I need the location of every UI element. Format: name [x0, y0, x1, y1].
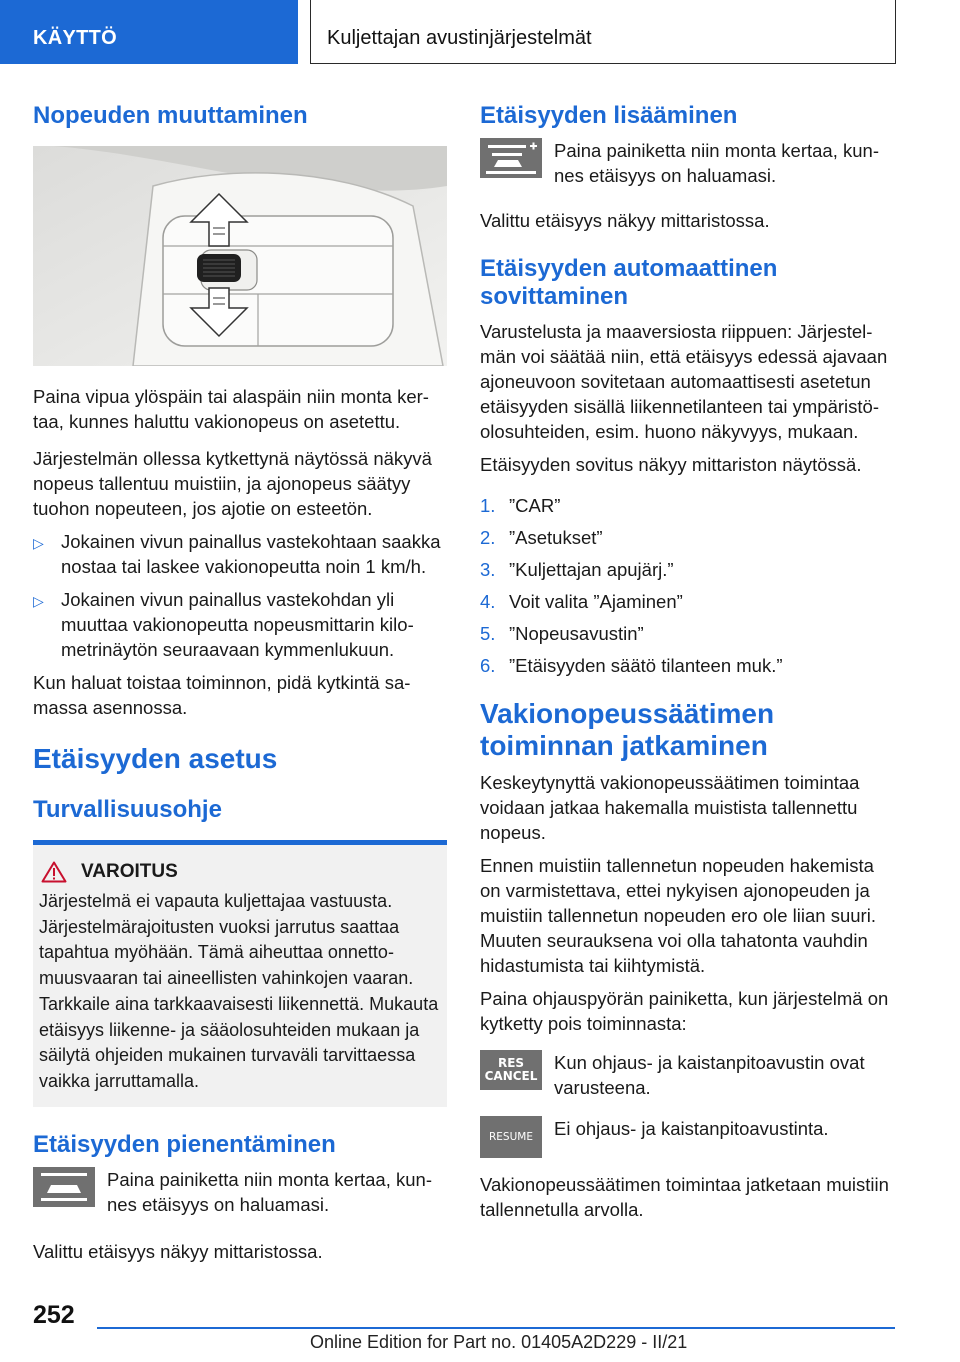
- increase-distance-row: [480, 138, 895, 188]
- paragraph: Paina ohjauspyörän painiketta, kun järjestelmä on kytketty pois toiminnasta:: [480, 988, 889, 1034]
- heading-auto-distance: Etäisyyden automaattinen sovittaminen: [480, 255, 778, 310]
- resume-row: [480, 1116, 895, 1158]
- list-item: [33, 529, 447, 579]
- distance-increase-icon: [480, 138, 542, 178]
- warning-title: VAROITUS: [81, 861, 178, 882]
- resume-text: Ei ohjaus- ja kaistanpitoavustinta.: [554, 1118, 829, 1139]
- edition-text: Online Edition for Part no. 01405A2D229 - II/21: [310, 1332, 688, 1352]
- res-cancel-button-icon: [480, 1050, 542, 1090]
- step-text: ”Kuljettajan apujärj.”: [509, 559, 674, 580]
- steering-wheel-control-image: [33, 146, 447, 366]
- step-text: ”Asetukset”: [509, 527, 603, 548]
- paragraph: Kun haluat toistaa toiminnon, pidä kytkintä samassa asennossa.: [33, 672, 411, 718]
- footer-rule: [97, 1327, 895, 1329]
- page-number: 252: [33, 1301, 75, 1329]
- res-label: RES: [497, 1056, 525, 1070]
- heading-safety-note: Turvallisuusohje: [33, 796, 222, 823]
- step-number: 4.: [480, 591, 496, 612]
- heading-distance-setting: Etäisyyden asetus: [33, 743, 278, 774]
- rocker-switch-illustration: [33, 146, 447, 366]
- triangle-bullet-icon: ▷: [33, 593, 44, 609]
- decrease-distance-text: Paina painiketta niin monta kertaa, kunnes etäisyys on haluamasi.: [107, 1168, 432, 1215]
- res-cancel-text: Kun ohjaus- ja kaistanpitoavustin ovat varusteena.: [554, 1052, 865, 1098]
- list-item: [480, 589, 895, 614]
- step-number: 3.: [480, 559, 496, 580]
- paragraph: Varustelusta ja maaversiosta riippuen: Järjestelmän voi säätää niin, että etäisyys edessä ajavaan ajoneuvoon sovitetaan automaattisesti asetetun etäisyyden sisällä liikennetilanteen tai ympäristöolosuhteiden, esim. huono näkyvyys, mukaan.: [480, 321, 888, 442]
- heading-resume-cruise: Vakionopeussäätimen toiminnan jatkaminen: [480, 698, 775, 761]
- list-item: [33, 587, 447, 662]
- warning-box: [33, 845, 447, 1107]
- list-item: [480, 653, 895, 678]
- step-number: 5.: [480, 623, 496, 644]
- left-column: [33, 100, 447, 1264]
- bullet-list: [33, 529, 447, 662]
- list-item: [480, 493, 895, 518]
- warning-triangle-icon: [41, 861, 67, 883]
- resume-button-icon: [480, 1116, 542, 1158]
- increase-distance-text: Paina painiketta niin monta kertaa, kunnes etäisyys on haluamasi.: [554, 140, 879, 186]
- step-number: 1.: [480, 495, 496, 516]
- paragraph: Vakionopeussäätimen toimintaa jatketaan muistiin tallennetulla arvolla.: [480, 1174, 889, 1220]
- paragraph: Järjestelmän ollessa kytkettynä näytössä näkyvä nopeus tallentuu muistiin, ja ajonopeus säätyy tuohon nopeuteen, jos ajotie on esteetön.: [33, 448, 432, 519]
- paragraph: Valittu etäisyys näkyy mittaristossa.: [480, 210, 770, 231]
- list-item: [480, 525, 895, 550]
- heading-speed-change: Nopeuden muuttaminen: [33, 102, 308, 129]
- cancel-label: CANCEL: [484, 1069, 538, 1083]
- resume-label: RESUME: [489, 1130, 533, 1143]
- res-cancel-row: [480, 1050, 895, 1100]
- step-text: ”Etäisyyden säätö tilanteen muk.”: [509, 655, 783, 676]
- step-number: 6.: [480, 655, 496, 676]
- paragraph: Ennen muistiin tallennetun nopeuden hakemista on varmistettava, ettei nykyisen ajonopeuden ja muistiin tallennetun nopeuden ero ole liian suuri. Muuten seurauksena voi olla tahatonta vauhdin hidastumista tai kiihtymistä.: [480, 855, 876, 976]
- decrease-distance-row: [33, 1167, 447, 1217]
- warning-header: [39, 861, 441, 883]
- paragraph: Valittu etäisyys näkyy mittaristossa.: [33, 1240, 323, 1262]
- list-item-text: Jokainen vivun painallus vastekohdan yli muuttaa vakionopeutta nopeusmittarin kilometrinäytön seuraavaan kymmenlukuun.: [61, 589, 414, 660]
- chapter-title: Kuljettajan avustinjärjestelmät: [310, 0, 896, 64]
- steps-list: [480, 493, 895, 678]
- paragraph: Etäisyyden sovitus näkyy mittariston näytössä.: [480, 454, 862, 475]
- paragraph: Keskeytynyttä vakionopeussäätimen toimintaa voidaan jatkaa hakemalla muistista tallennettu nopeus.: [480, 772, 860, 843]
- step-number: 2.: [480, 527, 496, 548]
- section-tab: KÄYTTÖ: [0, 0, 298, 64]
- step-text: ”CAR”: [509, 495, 561, 516]
- warning-text: Järjestelmä ei vapauta kuljettajaa vastuusta. Järjestelmärajoitusten vuoksi jarrutus saattaa tapahtua myöhään. Tämä aiheuttaa onnettomuusvaaran tai aineellisten vahinkojen vaaran. Tarkkaile aina tarkkaavaisesti liikennettä. Mukauta etäisyys liikenne- ja sääolosuhteiden mukaan ja säilytä ohjeiden mukainen turvaväli tarvittaessa vaikka jarruttamalla.: [39, 891, 439, 1091]
- list-item: [480, 621, 895, 646]
- heading-increase-distance: Etäisyyden lisääminen: [480, 102, 738, 129]
- distance-decrease-icon: [33, 1167, 95, 1207]
- triangle-bullet-icon: ▷: [33, 535, 44, 551]
- heading-decrease-distance: Etäisyyden pienentäminen: [33, 1130, 336, 1158]
- step-text: Voit valita ”Ajaminen”: [509, 591, 683, 612]
- right-column: [480, 100, 895, 1222]
- list-item: [480, 557, 895, 582]
- step-text: ”Nopeusavustin”: [509, 623, 644, 644]
- list-item-text: Jokainen vivun painallus vastekohtaan saakka nostaa tai laskee vakionopeutta noin 1 km/h.: [61, 531, 441, 577]
- paragraph: Paina vipua ylöspäin tai alaspäin niin monta kertaa, kunnes haluttu vakionopeus on asetettu.: [33, 386, 429, 432]
